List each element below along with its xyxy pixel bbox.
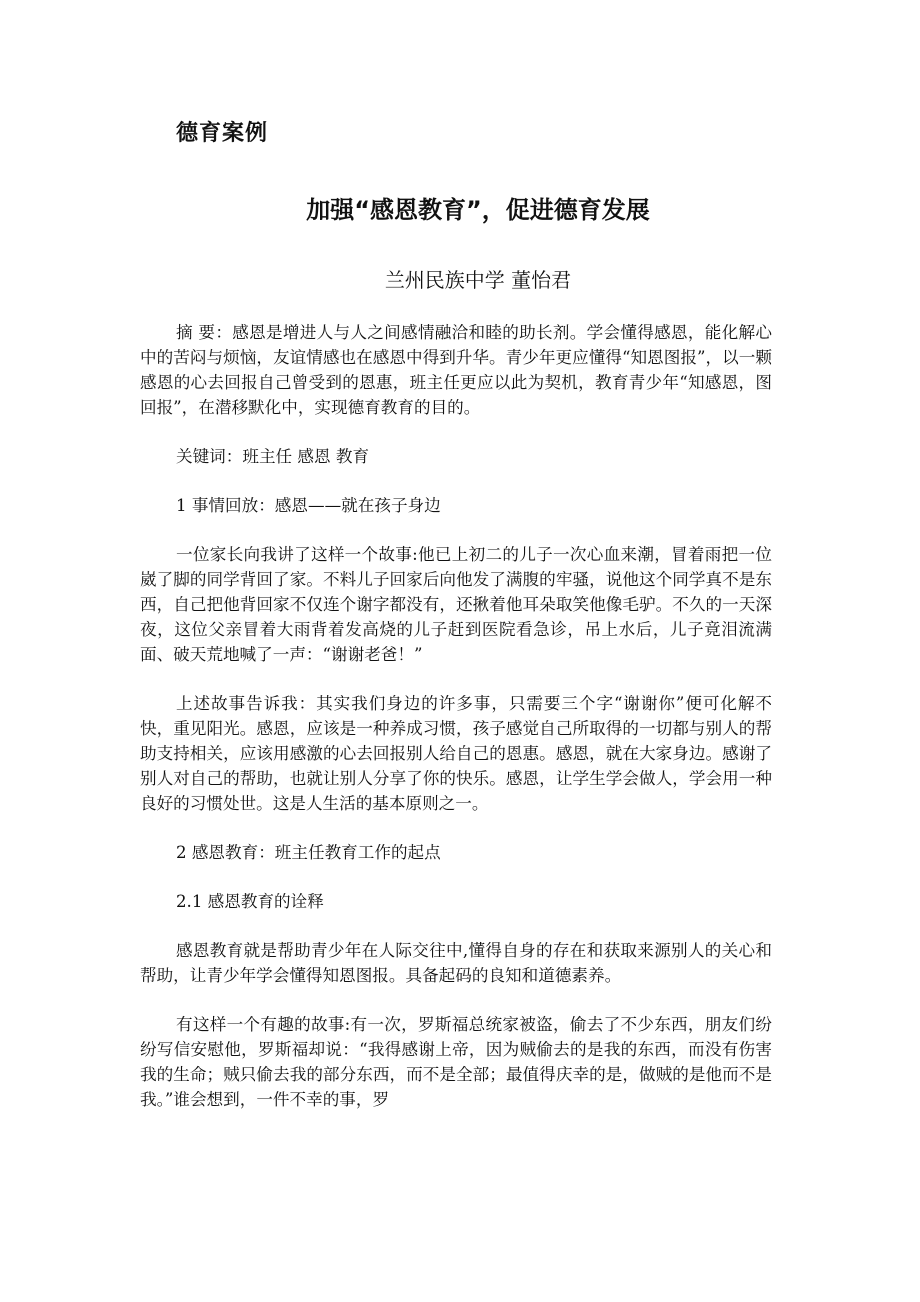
section-heading-1: 1 事情回放：感恩——就在孩子身边: [176, 496, 441, 515]
section-heading-2: 2 感恩教育：班主任教育工作的起点: [176, 843, 441, 862]
roosevelt-paragraph: 有这样一个有趣的故事:有一次，罗斯福总统家被盗，偷去了不少东西，朋友们纷纷写信安慰他，罗斯福却说：“我得感谢上帝，因为贼偷去的是我的东西，而没有伤害我的生命；贼只偷去我的部分东西，而不是全部；最值得庆幸的是，做贼的是他而不是我。”谁会想到，一件不幸的事，罗: [140, 1015, 772, 1109]
definition-paragraph: 感恩教育就是帮助青少年在人际交往中,懂得自身的存在和获取来源别人的关心和帮助，让青少年学会懂得知恩图报。具备起码的良知和道德素养。: [140, 941, 772, 985]
document-title: 加强“感恩教育”，促进德育发展: [306, 196, 650, 224]
document-body: [140, 320, 772, 1136]
author-byline: 兰州民族中学 董怡君: [384, 268, 572, 292]
category-label: 德育案例: [176, 121, 269, 146]
story-paragraph: 一位家长向我讲了这样一个故事:他已上初二的儿子一次心血来潮，冒着雨把一位崴了脚的同学背回了家。不料儿子回家后向他发了满腹的牢骚，说他这个同学真不是东西，自己把他背回家不仅连个谢字都没有，还揪着他耳朵取笑他像毛驴。不久的一天深夜，这位父亲冒着大雨背着发高烧的儿子赶到医院看急诊，吊上水后，儿子竟泪流满面、破天荒地喊了一声：“谢谢老爸！”: [140, 545, 772, 664]
abstract-paragraph: 摘 要：感恩是增进人与人之间感情融洽和睦的助长剂。学会懂得感恩，能化解心中的苦闷与烦恼，友谊情感也在感恩中得到升华。青少年更应懂得“知恩图报”，以一颗感恩的心去回报自己曾受到的恩惠，班主任更应以此为契机，教育青少年“知感恩，图回报”，在潜移默化中，实现德育教育的目的。: [140, 323, 772, 417]
lesson-paragraph: 上述故事告诉我：其实我们身边的许多事，只需要三个字“谢谢你”便可化解不快，重见阳光。感恩，应该是一种养成习惯，孩子感觉自己所取得的一切都与别人的帮助支持相关，应该用感激的心去回报别人给自己的恩惠。感恩，就在大家身边。感谢了别人对自己的帮助，也就让别人分享了你的快乐。感恩，让学生学会做人，学会用一种良好的习惯处世。这是人生活的基本原则之一。: [140, 694, 772, 813]
subsection-heading-2-1: 2.1 感恩教育的诠释: [176, 892, 324, 911]
keywords-line: 关键词：班主任 感恩 教育: [176, 447, 370, 466]
